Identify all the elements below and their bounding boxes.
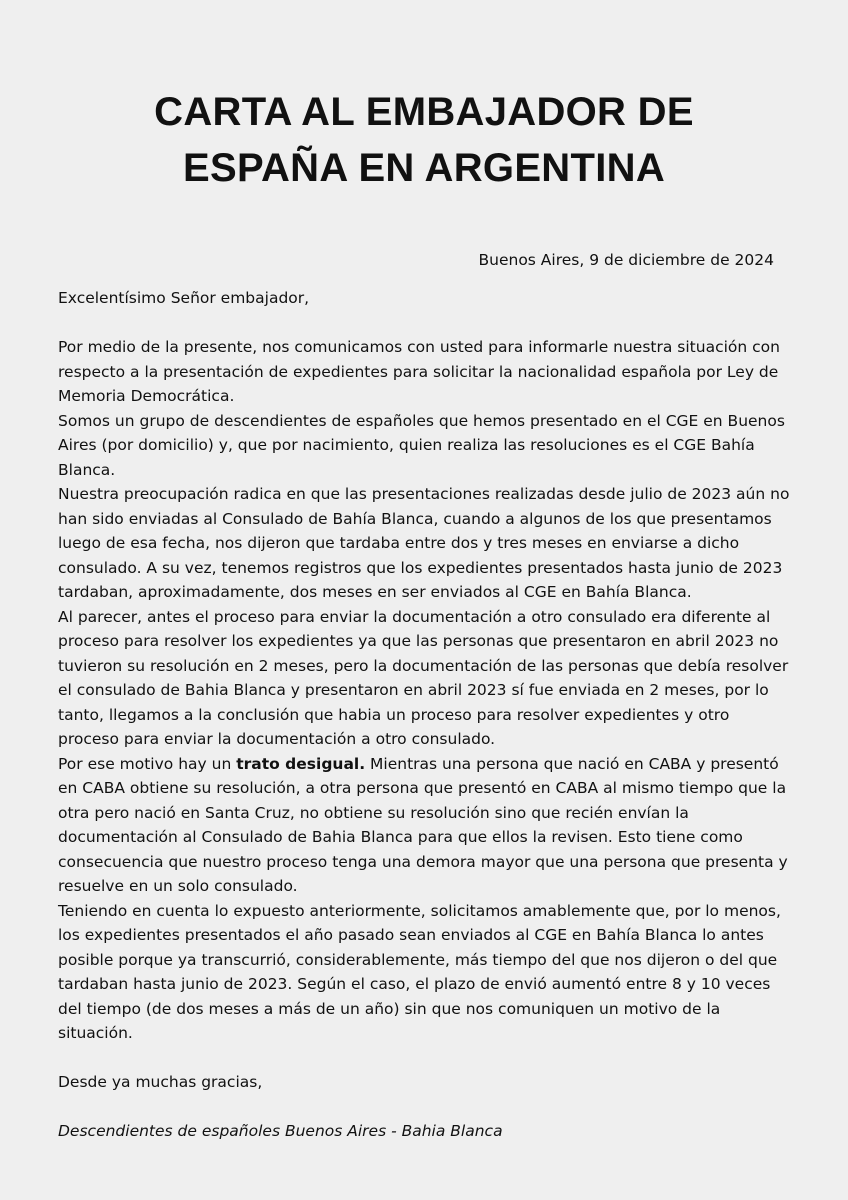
spacer [58,311,792,336]
paragraph-5-intro: Por ese motivo hay un [58,754,237,773]
title-line-1: CARTA AL EMBAJADOR DE [154,90,694,134]
spacer [58,1046,792,1071]
paragraph-5-rest: Mientras una persona que nació en CABA y presentó en CABA obtiene su resolución, a otra persona que presentó en CABA al mismo tiempo que la otra pero nació en Santa Cruz, no obtiene su resolución sino que recién envían la documentación al Consulado de Bahia Blanca para que ellos la revisen. Esto tiene como consecuencia que nuestro proceso tenga una demora mayor que una persona que presenta y resuelve en un solo consulado. [58,754,788,895]
letter-date: Buenos Aires, 9 de diciembre de 2024 [478,251,774,269]
paragraph-4: Al parecer, antes el proceso para enviar la documentación a otro consulado era diferente al proceso para resolver los expedientes ya que las personas que presentaron en abril 2023 no tuvieron su resolución en 2 meses, pero la documentación de las personas que debía resolver el consulado de Bahia Blanca y presentaron en abril 2023 sí fue enviada en 2 meses, por lo tanto, llegamos a la conclusión que habia un proceso para resolver expedientes y otro proceso para enviar la documentación a otro consulado. [58,607,789,748]
closing: Desde ya muchas gracias, [58,1073,263,1091]
paragraph-2: Somos un grupo de descendientes de españoles que hemos presentado en el CGE en Buenos Aires (por domicilio) y, que por nacimiento, quien realiza las resoluciones es el CGE Bahía Blanca. [58,411,785,479]
letter-title [0,84,848,196]
paragraph-5-emphasis: trato desigual. [236,754,366,773]
title-line-2: ESPAÑA EN ARGENTINA [182,146,666,190]
spacer [58,1095,792,1120]
paragraph-3: Nuestra preocupación radica en que las presentaciones realizadas desde julio de 2023 aún no han sido enviadas al Consulado de Bahía Blanca, cuando a algunos de los que presentamos luego de esa fecha, nos dijeron que tardaba entre dos y tres meses en enviarse a dicho consulado. A su vez, tenemos registros que los expedientes presentados hasta junio de 2023 tardaban, aproximadamente, dos meses en ser enviados al CGE en Bahía Blanca. [58,485,790,601]
signature: Descendientes de españoles Buenos Aires - Bahia Blanca [58,1122,503,1140]
paragraph-1: Por medio de la presente, nos comunicamos con usted para informarle nuestra situación con respecto a la presentación de expedientes para solicitar la nacionalidad española por Ley de Memoria Democrática. [58,338,780,405]
paragraph-5 [58,752,792,899]
letter-body [58,286,792,1144]
paragraph-6: Teniendo en cuenta lo expuesto anteriormente, solicitamos amablemente que, por lo menos, los expedientes presentados el año pasado sean enviados al CGE en Bahía Blanca lo antes posible porque ya transcurrió, considerablemente, más tiempo del que nos dijeron o del que tardaban hasta junio de 2023. Según el caso, el plazo de envió aumentó entre 8 y 10 veces del tiempo (de dos meses a más de un año) sin que nos comuniquen un motivo de la situación. [58,901,781,1042]
salutation: Excelentísimo Señor embajador, [58,289,310,307]
